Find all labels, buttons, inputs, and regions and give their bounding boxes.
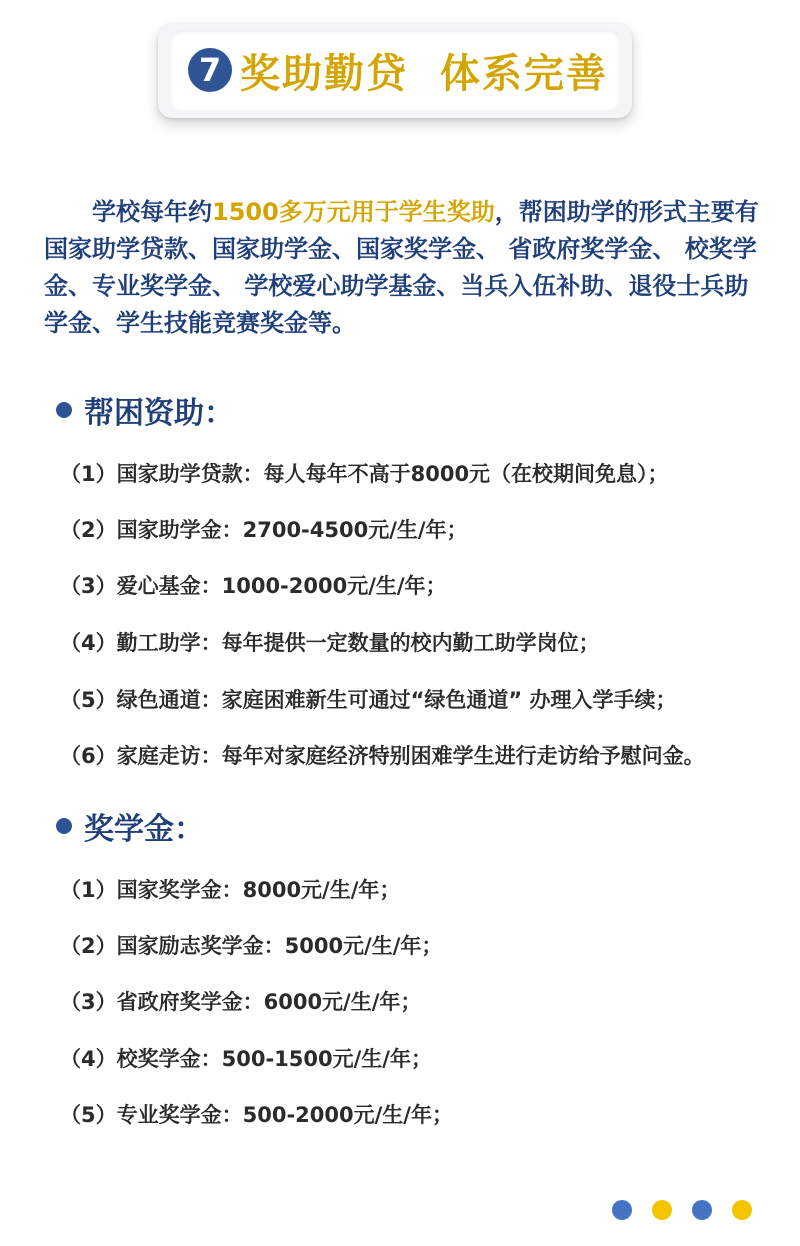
- intro-highlight: 1500多万元用于学生奖助: [212, 198, 495, 226]
- list-item: （1）国家助学贷款：每人每年不高于8000元（在校期间免息）；: [60, 462, 669, 486]
- list-item: （4）勤工助学：每年提供一定数量的校内勤工助学岗位；: [60, 631, 600, 655]
- list-item: （4）校奖学金：500-1500元/生/年；: [60, 1047, 432, 1071]
- bullet-dot-icon: [56, 818, 72, 834]
- section-heading-aid: [56, 388, 234, 432]
- dot-icon: [692, 1200, 712, 1220]
- dot-icon: [732, 1200, 752, 1220]
- dot-icon: [612, 1200, 632, 1220]
- page-title: 奖助勤贷 体系完善: [240, 50, 608, 97]
- list-item: （5）绿色通道：家庭困难新生可通过“绿色通道” 办理入学手续；: [60, 688, 677, 712]
- section-heading-text: 奖学金：: [84, 812, 204, 847]
- list-item: （3）省政府奖学金：6000元/生/年；: [60, 990, 422, 1014]
- intro-lead: 学校每年约: [92, 198, 212, 226]
- list-item: （1）国家奖学金：8000元/生/年；: [60, 878, 401, 902]
- dot-icon: [652, 1200, 672, 1220]
- title-banner: [170, 30, 620, 110]
- list-item: （2）国家助学金：2700-4500元/生/年；: [60, 518, 468, 542]
- list-item: （5）专业奖学金：500-2000元/生/年；: [60, 1103, 453, 1127]
- section-heading-scholarship: [56, 804, 204, 848]
- section-number-badge: 7: [188, 48, 232, 92]
- decorative-dots: [612, 1200, 772, 1220]
- intro-rest: ，帮困助学的形式主要有国家助学贷款、国家助学金、国家奖学金、 省政府奖学金、 校奖学金、专业奖学金、 学校爱心助学基金、当兵入伍补助、退役士兵助学金、学生技能竞赛奖金等。: [44, 198, 759, 337]
- section-heading-text: 帮困资助：: [84, 396, 234, 431]
- list-item: （2）国家励志奖学金：5000元/生/年；: [60, 934, 443, 958]
- bullet-dot-icon: [56, 402, 72, 418]
- list-item: （6）家庭走访：每年对家庭经济特别困难学生进行走访给予慰问金。: [60, 744, 705, 768]
- intro-paragraph: [44, 194, 764, 342]
- list-item: （3）爱心基金：1000-2000元/生/年；: [60, 574, 447, 598]
